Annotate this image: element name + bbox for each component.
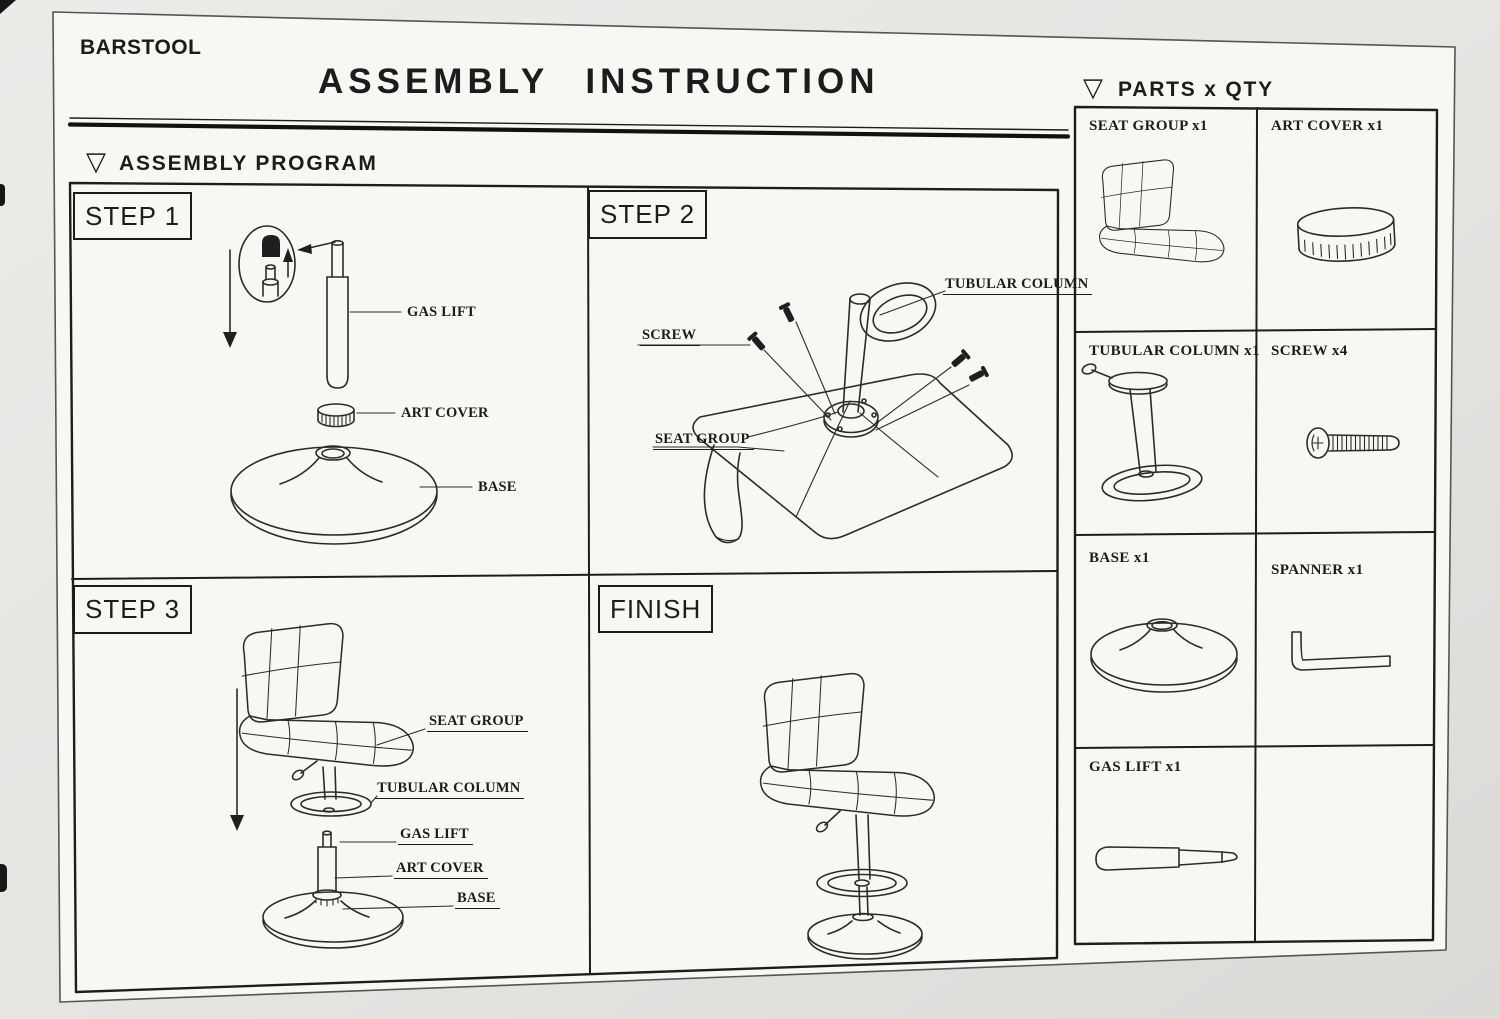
step2-diagram bbox=[588, 187, 1058, 577]
part-label: BASE x1 bbox=[1089, 550, 1150, 566]
gas-lift-callout: GAS LIFT bbox=[398, 826, 473, 845]
triangle-bullet-icon: ▽ bbox=[1083, 73, 1103, 103]
seat-group-callout: SEAT GROUP bbox=[427, 713, 528, 732]
parts-cell-tubular-column bbox=[1076, 333, 1260, 534]
parts-cell-spanner bbox=[1258, 536, 1436, 747]
step1-panel bbox=[71, 184, 588, 578]
part-label: GAS LIFT x1 bbox=[1089, 759, 1182, 775]
step2-label: STEP 2 bbox=[588, 190, 707, 239]
step3-diagram bbox=[71, 579, 590, 977]
base-drawing bbox=[231, 446, 437, 544]
seat-group-callout: SEAT GROUP bbox=[653, 431, 754, 450]
parts-cell-screw bbox=[1258, 333, 1436, 534]
part-label: ART COVER x1 bbox=[1271, 118, 1384, 134]
gas-lift-drawing bbox=[327, 241, 348, 388]
scan-edge-artifact bbox=[0, 184, 5, 206]
tubular-column-callout: TUBULAR COLUMN bbox=[943, 276, 1092, 295]
part-label: SEAT GROUP x1 bbox=[1089, 118, 1208, 134]
screw-icon bbox=[778, 302, 797, 324]
seat-group-part-drawing bbox=[1076, 108, 1256, 331]
base-callout: BASE bbox=[455, 890, 500, 909]
art-cover-drawing bbox=[318, 404, 354, 427]
screw-icon bbox=[967, 365, 989, 385]
seat-group-drawing bbox=[240, 624, 414, 766]
parts-cell-art-cover bbox=[1258, 108, 1436, 331]
art-cover-callout: ART COVER bbox=[401, 405, 489, 421]
mounting-plate-drawing bbox=[824, 399, 878, 437]
parts-cell-empty bbox=[1258, 749, 1436, 941]
tubular-column-callout: TUBULAR COLUMN bbox=[375, 780, 524, 799]
product-name: BARSTOOL bbox=[80, 36, 202, 59]
triangle-bullet-icon: ▽ bbox=[86, 147, 106, 177]
parts-qty-heading: PARTS x QTY bbox=[1118, 78, 1274, 101]
gas-lift-tip-detail bbox=[262, 235, 280, 257]
art-cover-callout: ART COVER bbox=[394, 860, 488, 879]
down-arrow-icon bbox=[223, 332, 237, 348]
part-label: TUBULAR COLUMN x1 bbox=[1089, 343, 1260, 359]
art-cover-part-drawing bbox=[1258, 108, 1436, 331]
screw-icon bbox=[747, 331, 769, 353]
part-label: SCREW x4 bbox=[1271, 343, 1348, 359]
screw-callout: SCREW bbox=[640, 327, 700, 346]
step1-label: STEP 1 bbox=[73, 192, 192, 240]
step3-label: STEP 3 bbox=[73, 585, 192, 634]
assembled-barstool-drawing bbox=[761, 674, 935, 816]
up-arrow-icon bbox=[283, 248, 293, 262]
step3-panel bbox=[71, 579, 590, 977]
assembly-program-heading: ASSEMBLY PROGRAM bbox=[119, 152, 378, 175]
screw-part-drawing bbox=[1258, 333, 1436, 534]
step1-diagram bbox=[71, 184, 588, 578]
tubular-column-drawing bbox=[843, 272, 944, 412]
tubular-column-part-drawing bbox=[1076, 333, 1256, 534]
finish-panel bbox=[590, 579, 1057, 969]
part-label: SPANNER x1 bbox=[1271, 562, 1364, 578]
finish-diagram bbox=[590, 579, 1057, 969]
parts-cell-gas-lift bbox=[1076, 749, 1256, 941]
parts-cell-base bbox=[1076, 536, 1256, 747]
spanner-part-drawing bbox=[1258, 536, 1436, 747]
seat-group-drawing bbox=[693, 374, 1012, 543]
step2-panel bbox=[588, 187, 1089, 577]
down-arrow-icon bbox=[230, 815, 244, 831]
gas-lift-drawing bbox=[318, 831, 336, 891]
gas-lift-callout: GAS LIFT bbox=[407, 304, 476, 320]
base-callout: BASE bbox=[478, 479, 517, 495]
pointer-arrow-icon bbox=[297, 244, 312, 254]
parts-cell-seat-group bbox=[1076, 108, 1256, 331]
scan-edge-artifact bbox=[0, 864, 7, 892]
gas-lift-part-drawing bbox=[1076, 749, 1256, 941]
screw-icon bbox=[949, 348, 971, 369]
page-title: ASSEMBLY INSTRUCTION bbox=[318, 62, 880, 101]
finish-label: FINISH bbox=[598, 585, 713, 633]
base-part-drawing bbox=[1076, 536, 1256, 747]
